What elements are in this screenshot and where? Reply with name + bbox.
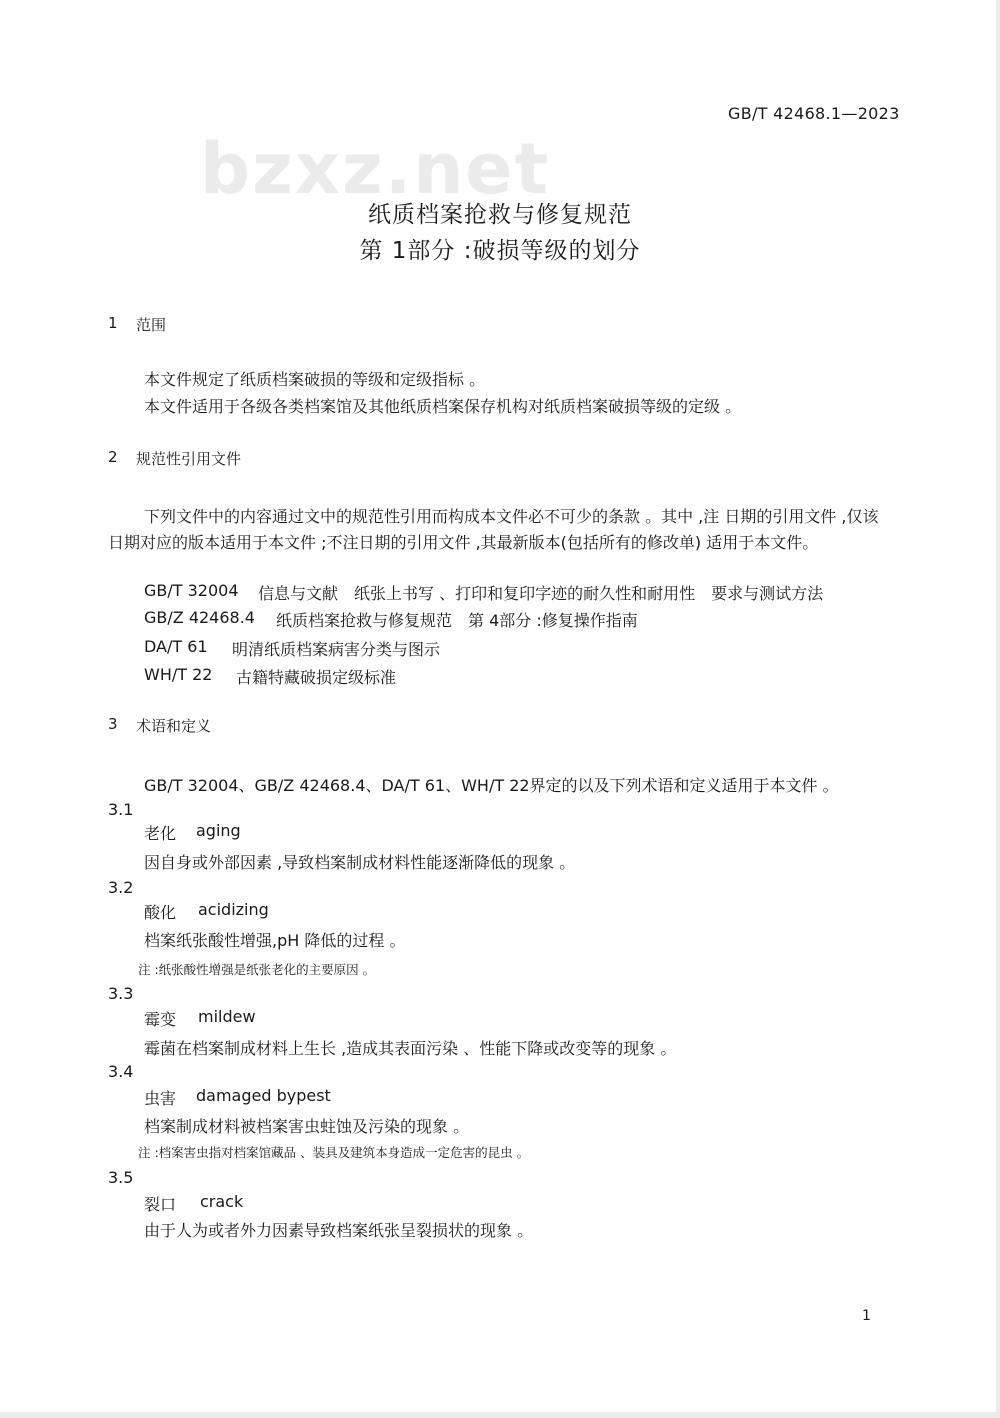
- term-number: 3.3: [108, 984, 134, 1003]
- document-title: 纸质档案抢救与修复规范: [368, 202, 632, 228]
- term-note: 注 :档案害虫指对档案馆藏品 、装具及建筑本身造成一定危害的昆虫 。: [138, 1145, 530, 1160]
- term-chinese: 老化: [144, 824, 177, 843]
- term-number: 3.4: [108, 1062, 134, 1081]
- reference-title: 古籍特藏破损定级标准: [236, 668, 397, 687]
- term-definition: 档案纸张酸性增强,pH 降低的过程 。: [144, 931, 406, 950]
- section-1-heading: 范围: [136, 316, 167, 334]
- reference-code: GB/T 32004: [144, 581, 239, 600]
- term-chinese: 裂口: [144, 1195, 177, 1214]
- section-2-intro: 下列文件中的内容通过文中的规范性引用而构成本文件必不可少的条款 。其中 ,注 日期的引用文件 ,仅该日期对应的版本适用于本文件 ;不注日期的引用文件 ,其最新版本(包括所有的修改单) 适用于本文件。: [108, 507, 879, 552]
- section-2-number: 2: [108, 448, 118, 466]
- term-english: damaged bypest: [196, 1086, 331, 1105]
- section-3-heading: 术语和定义: [136, 717, 212, 735]
- section-2-heading: 规范性引用文件: [136, 450, 242, 468]
- reference-title: 信息与文献 纸张上书写 、打印和复印字迹的耐久性和耐用性 要求与测试方法: [258, 584, 824, 603]
- term-number: 3.5: [108, 1168, 134, 1187]
- term-chinese: 虫害: [144, 1089, 177, 1108]
- watermark: bzxz.net: [200, 128, 551, 210]
- term-english: aging: [196, 821, 241, 840]
- term-definition: 由于人为或者外力因素导致档案纸张呈裂损状的现象 。: [144, 1221, 534, 1240]
- term-definition: 因自身或外部因素 ,导致档案制成材料性能逐渐降低的现象 。: [144, 853, 576, 872]
- term-note: 注 :纸张酸性增强是纸张老化的主要原因 。: [138, 962, 376, 977]
- term-english: mildew: [198, 1007, 256, 1026]
- section-1-paragraph: 本文件适用于各级各类档案馆及其他纸质档案保存机构对纸质档案破损等级的定级 。: [144, 397, 742, 416]
- reference-code: GB/Z 42468.4: [144, 608, 255, 627]
- term-definition: 霉菌在档案制成材料上生长 ,造成其表面污染 、性能下降或改变等的现象 。: [144, 1039, 677, 1058]
- term-english: acidizing: [198, 900, 269, 919]
- section-3-intro: GB/T 32004、GB/Z 42468.4、DA/T 61、WH/T 22界定的以及下列术语和定义适用于本文件 。: [144, 776, 839, 795]
- reference-code: WH/T 22: [144, 665, 213, 684]
- term-number: 3.1: [108, 800, 134, 819]
- section-3-number: 3: [108, 715, 118, 733]
- term-chinese: 霉变: [144, 1010, 177, 1029]
- section-1-paragraph: 本文件规定了纸质档案破损的等级和定级指标 。: [144, 370, 486, 389]
- reference-code: DA/T 61: [144, 637, 208, 656]
- section-1-number: 1: [108, 314, 118, 332]
- reference-title: 明清纸质档案病害分类与图示: [232, 640, 441, 659]
- term-number: 3.2: [108, 878, 134, 897]
- term-english: crack: [200, 1192, 244, 1211]
- term-definition: 档案制成材料被档案害虫蛀蚀及污染的现象 。: [144, 1117, 470, 1136]
- reference-title: 纸质档案抢救与修复规范 第 4部分 :修复操作指南: [276, 611, 638, 630]
- document-subtitle: 第 1部分 :破损等级的划分: [359, 238, 641, 264]
- standard-code: GB/T 42468.1—2023: [728, 104, 900, 123]
- page-number: 1: [862, 1308, 871, 1324]
- term-chinese: 酸化: [144, 903, 177, 922]
